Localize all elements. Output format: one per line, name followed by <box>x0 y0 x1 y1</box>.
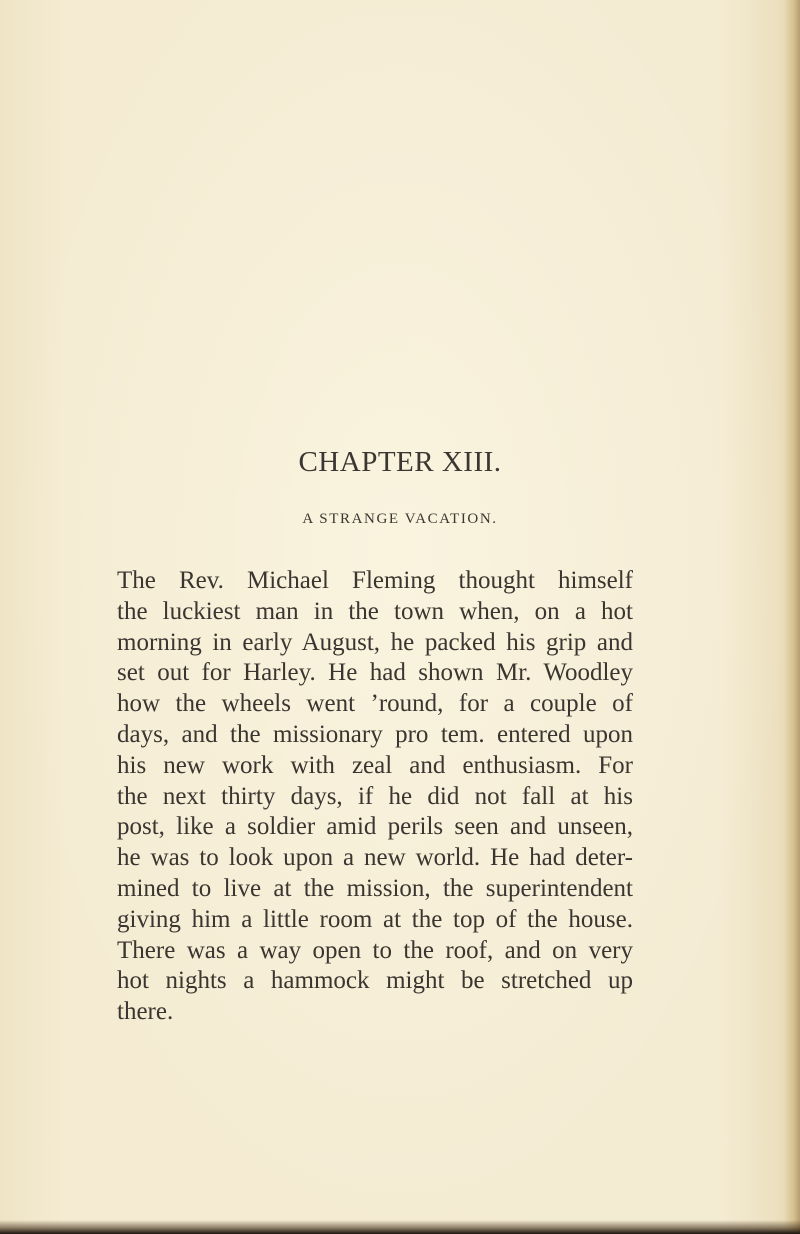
text-line: morning in early August, he packed his grip and <box>117 628 633 656</box>
text-line: The Rev. Michael Fleming thought himself <box>117 567 633 594</box>
text-line: his new work with zeal and enthusiasm. For <box>117 751 633 779</box>
text-line: mined to live at the mission, the superintendent <box>117 874 633 902</box>
text-line: giving him a little room at the top of the house. <box>117 905 633 933</box>
text-line: post, like a soldier amid perils seen and unseen, <box>117 813 633 841</box>
chapter-subtitle: A STRANGE VACATION. <box>302 511 498 527</box>
text-line: there. <box>117 998 174 1026</box>
body-paragraph <box>117 566 633 1028</box>
text-line: the luckiest man in the town when, on a hot <box>117 597 633 625</box>
chapter-heading: CHAPTER XIII. <box>298 446 502 478</box>
page-bottom-edge <box>0 1220 800 1234</box>
text-line: set out for Harley. He had shown Mr. Woodley <box>117 659 633 687</box>
text-line: how the wheels went ’round, for a couple of <box>117 690 633 718</box>
text-line: hot nights a hammock might be stretched up <box>117 967 633 995</box>
text-line: he was to look upon a new world. He had deter- <box>117 844 633 872</box>
page-gutter-shadow <box>784 0 800 1234</box>
text-line: days, and the missionary pro tem. entered upon <box>117 720 633 748</box>
text-line: the next thirty days, if he did not fall at his <box>117 782 633 810</box>
text-line: There was a way open to the roof, and on very <box>117 936 633 964</box>
